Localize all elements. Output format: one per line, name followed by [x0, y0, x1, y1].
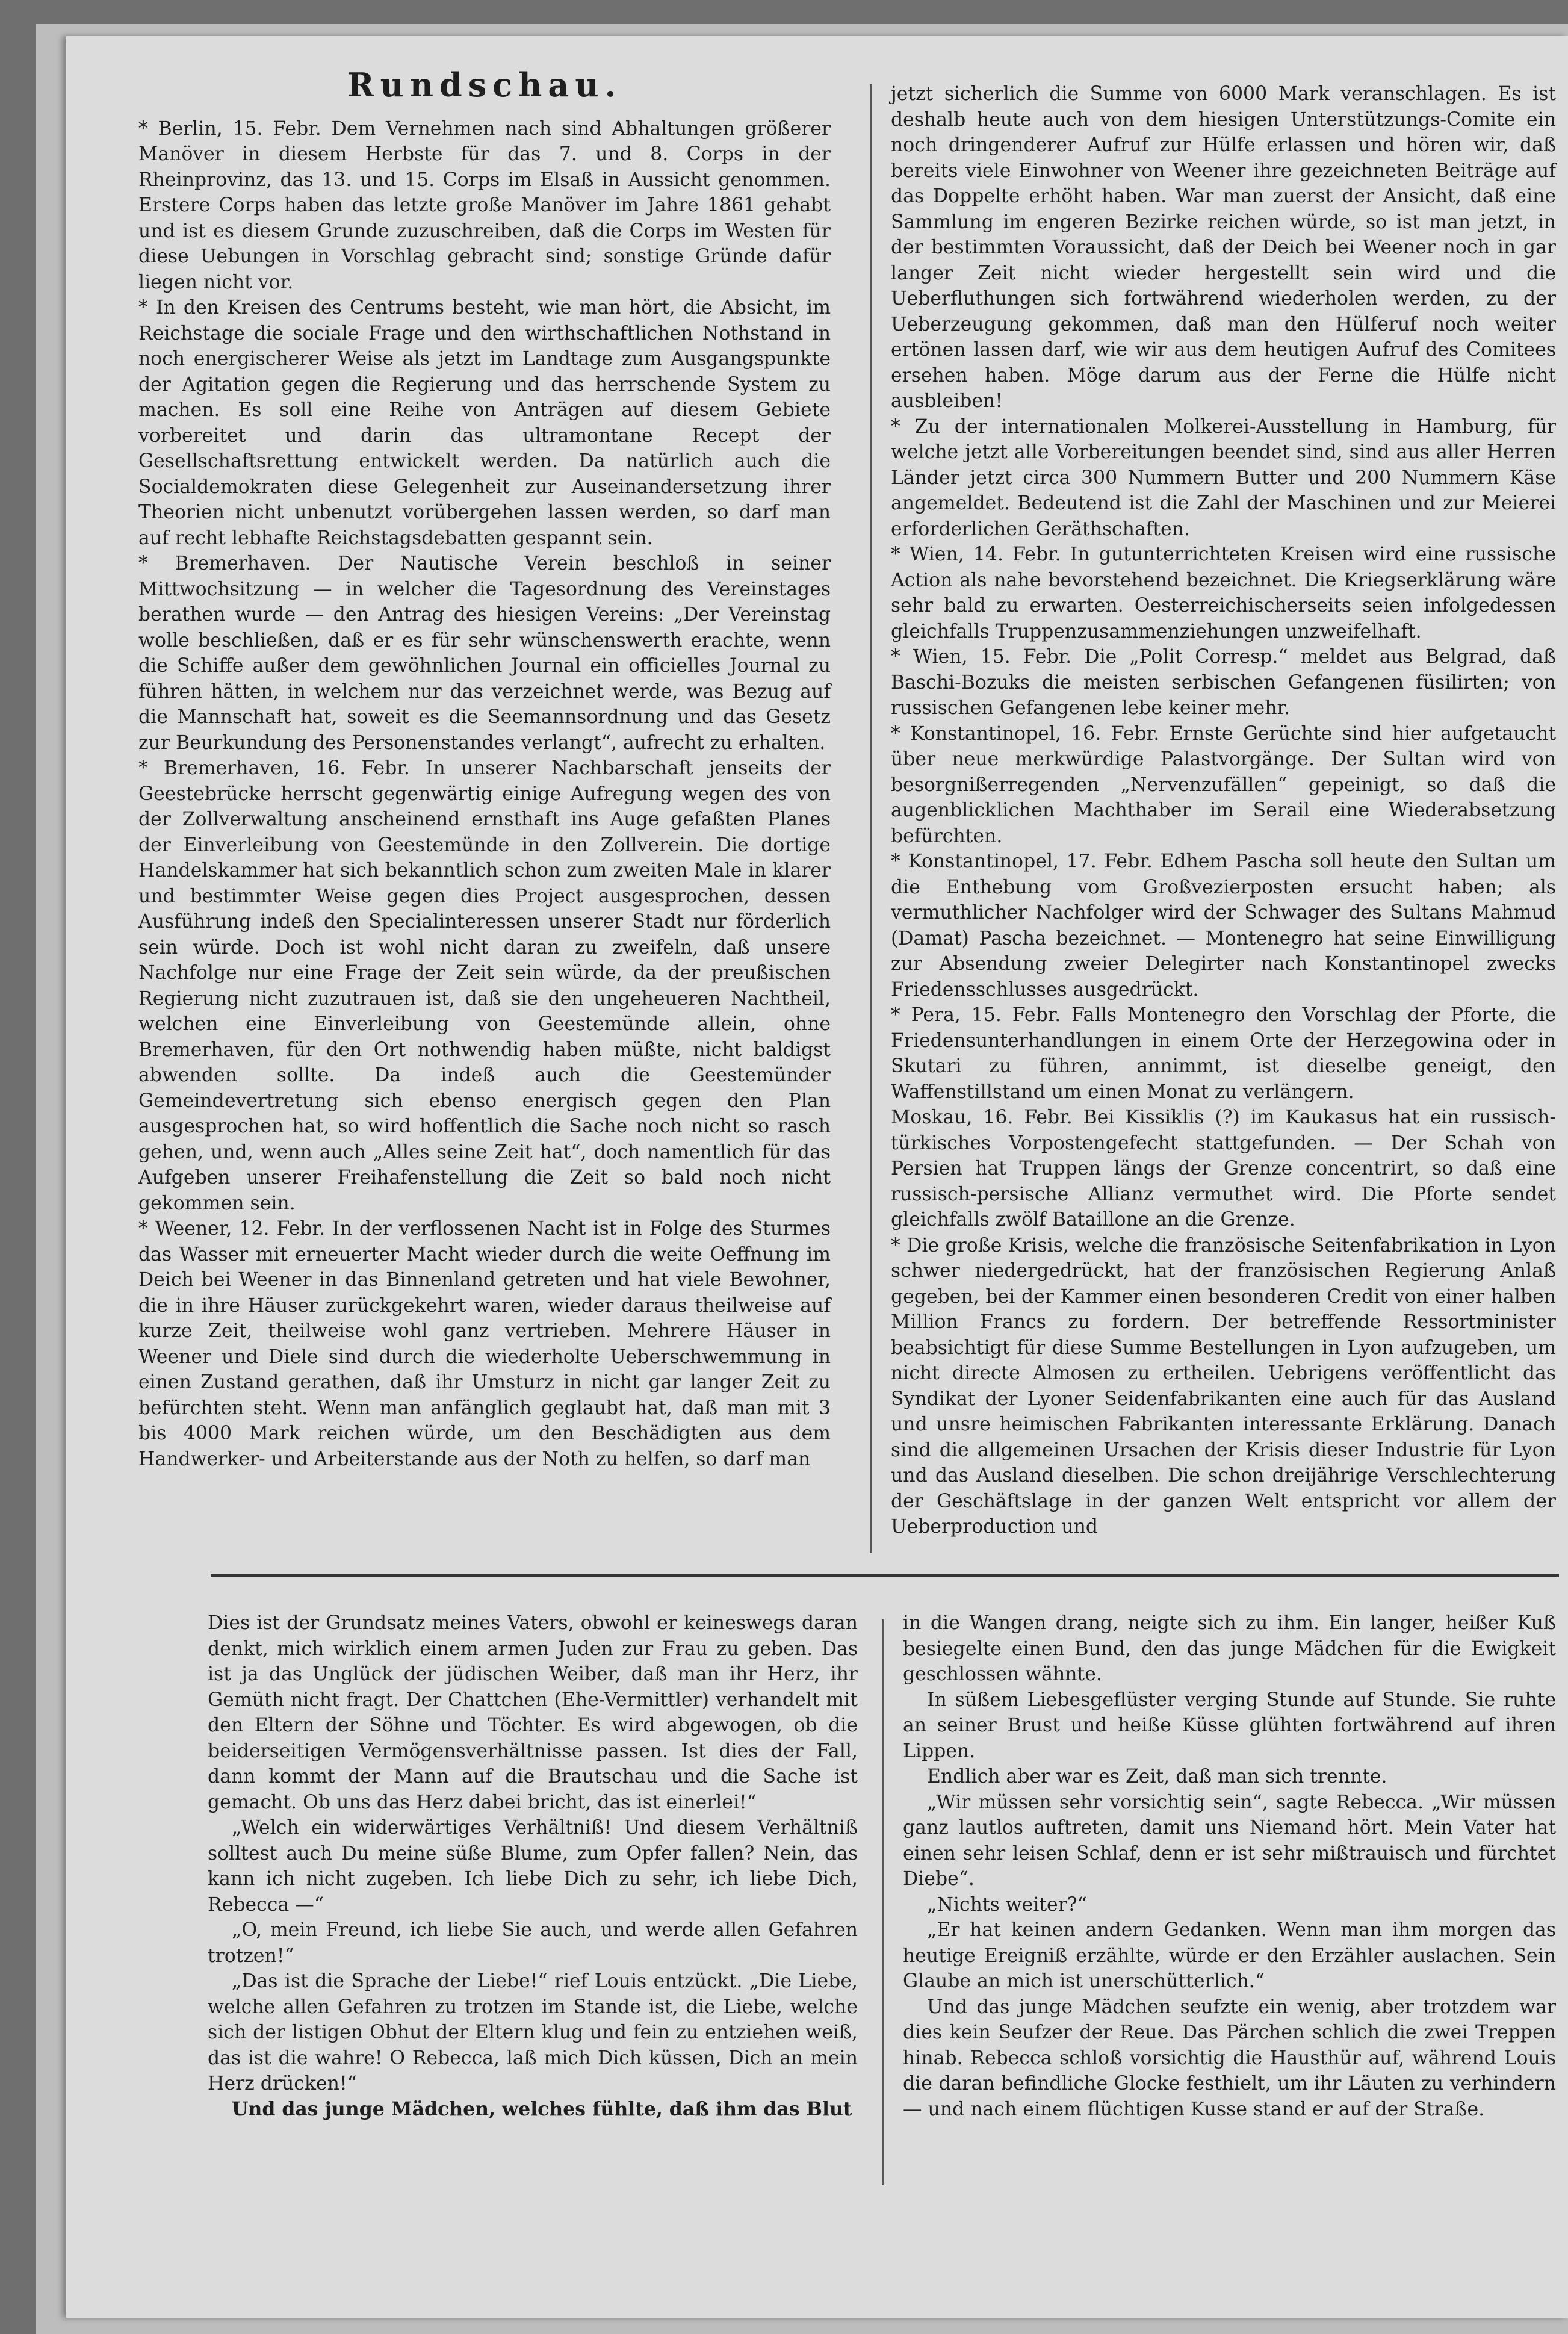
news-item-berlin: * Berlin, 15. Febr. Dem Vernehmen nach sind Abhaltungen größerer Manöver in diesem Herbste für das 7. und 8. Corps in der Rheinprovinz, das 13. und 15. Corps im Elsaß in Aussicht genommen. Erstere Corps haben das letzte große Manöver im Jahre 1861 gehabt und ist es diesem Grunde zuzuschreiben, daß die Corps im Westen für diese Uebungen in Vorschlag gebracht sind; sonstige Gründe dafür liegen nicht vor.	[138, 117, 831, 293]
story-paragraph: Und das junge Mädchen seufzte ein wenig, aber trotzdem war dies kein Seufzer der Reue. Das Pärchen schlich die zwei Treppen hinab. Rebecca schloß vorsichtig die Hausthür auf, während Louis die daran befindliche Glocke festhielt, um ihr Läuten zu verhindern — und nach einem flüchtigen Kusse stand er auf der Straße.	[903, 1996, 1556, 2120]
story-paragraph: in die Wangen drang, neigte sich zu ihm. Ein langer, heißer Kuß besiegelte einen Bund, den das junge Mädchen für die Ewigkeit geschlossen wähnte.	[903, 1612, 1556, 1685]
news-item-weener-cont: jetzt sicherlich die Summe von 6000 Mark veranschlagen. Es ist deshalb heute auch von dem hiesigen Unterstützungs-Comite ein noch dringenderer Aufruf zur Hülfe erlassen und hören wir, daß bereits viele Einwohner von Weener ihre gezeichneten Beiträge auf das Doppelte erhöht haben. War man zuerst der Ansicht, daß eine Sammlung im engeren Bezirke reichen würde, so ist man jetzt, in der bestimmten Voraussicht, daß der Deich bei Weener noch in gar langer Zeit nicht wieder hergestellt sein wird und die Ueberfluthungen sich fortwährend wiederholen werden, zu der Ueberzeugung gekommen, daß man den Hülferuf noch weiter ertönen lassen darf, wie wir aus dem heutigen Aufruf des Comitees ersehen haben. Möge darum aus der Ferne die Hülfe nicht ausbleiben!	[891, 83, 1556, 412]
story-paragraph: „O, mein Freund, ich liebe Sie auch, und werde allen Gefahren trotzen!“	[208, 1919, 858, 1967]
rundschau-right-column	[891, 81, 1556, 1540]
feuilleton-divider	[211, 1574, 1559, 1577]
story-paragraph: Dies ist der Grundsatz meines Vaters, obwohl er keineswegs daran denkt, mich wirklich einem armen Juden zur Frau zu geben. Das ist ja das Unglück der jüdischen Weiber, daß man ihr Herz, ihr Gemüth nicht fragt. Der Chattchen (Ehe-Vermittler) verhandelt mit den Eltern der Söhne und Töchter. Es wird abgewogen, ob die beiderseitigen Vermögensverhältnisse passen. Ist dies der Fall, dann kommt der Mann auf die Brautschau und die Sache ist gemacht. Ob uns das Herz dabei bricht, das ist einerlei!“	[208, 1612, 858, 1813]
news-item-wien-2: * Wien, 15. Febr. Die „Polit Corresp.“ meldet aus Belgrad, daß Baschi-Bozuks die meisten serbischen Gefangenen füsilirten; von russischen Gefangenen lebe keiner mehr.	[891, 646, 1556, 719]
news-item-wien-1: * Wien, 14. Febr. In gutunterrichteten Kreisen wird eine russische Action als nahe bevorstehend bezeichnet. Die Kriegserklärung wäre sehr bald zu erwarten. Oesterreichischerseits seien infolgedessen gleichfalls Truppenzusammenziehungen unzweifelhaft.	[891, 544, 1556, 642]
news-item-bremerhaven-2: * Bremerhaven, 16. Febr. In unserer Nachbarschaft jenseits der Geestebrücke herrscht gegenwärtig einige Aufregung wegen des von der Zollverwaltung anscheinend ernsthaft ins Auge gefaßten Planes der Einverleibung von Geestemünde in den Zollverein. Die dortige Handelskammer hat sich bekanntlich schon zum zweiten Male in klarer und bestimmter Weise gegen dies Project ausgesprochen, dessen Ausführung indeß den Specialinteressen unserer Stadt nur förderlich sein würde. Doch ist wohl nicht daran zu zweifeln, daß unsere Nachfolge nur eine Frage der Zeit sein würde, da der preußischen Regierung nicht zuzutrauen ist, daß sie den ungeheueren Nachtheil, welchen eine Einverleibung von Geestemünde allein, ohne Bremerhaven, für den Ort nothwendig haben müßte, nicht baldigst abwenden sollte. Da indeß auch die Geestemünder Gemeindevertretung sich ebenso energisch gegen den Plan ausgesprochen hat, so wird hoffentlich die Sache noch nicht so rasch gehen, und, wenn auch „Alles seine Zeit hat“, doch namentlich für das Aufgeben unserer Freihafenstellung die Zeit so bald noch nicht gekommen sein.	[138, 757, 831, 1214]
story-paragraph: „Er hat keinen andern Gedanken. Wenn man ihm morgen das heutige Ereigniß erzählte, würde er den Erzähler auslachen. Sein Glaube an mich ist unerschütterlich.“	[903, 1919, 1556, 1992]
story-paragraph: „Welch ein widerwärtiges Verhältniß! Und diesem Verhältniß solltest auch Du meine süße Blume, zum Opfer fallen? Nein, das kann ich nicht zugeben. Ich liebe Dich zu sehr, ich liebe Dich, Rebecca —“	[208, 1817, 858, 1916]
section-title: Rundschau.	[347, 66, 622, 104]
column-divider-bottom	[882, 1619, 884, 2185]
story-left-column	[208, 1610, 858, 2122]
story-paragraph: „Nichts weiter?“	[927, 1893, 1087, 1916]
story-paragraph: „Das ist die Sprache der Liebe!“ rief Louis entzückt. „Die Liebe, welche allen Gefahren zu trotzen im Stande ist, die Liebe, welche sich der listigen Obhut der Eltern klug und fein zu entziehen weiß, das ist die wahre! O Rebecca, laß mich Dich küssen, Dich an mein Herz drücken!“	[208, 1970, 858, 2094]
news-item-moskau: Moskau, 16. Febr. Bei Kissiklis (?) im Kaukasus hat ein russisch-türkisches Vorpostengefecht stattgefunden. — Der Schah von Persien hat Truppen längs der Grenze concentrirt, so daß eine russisch-persische Allianz vermuthet wird. Die Pforte sendet gleichfalls zwölf Bataillone an die Grenze.	[891, 1106, 1556, 1231]
news-item-hamburg: * Zu der internationalen Molkerei-Ausstellung in Hamburg, für welche jetzt alle Vorbereitungen beendet sind, sind aus aller Herren Länder jetzt circa 300 Nummern Butter und 200 Nummern Käse angemeldet. Bedeutend ist die Zahl der Maschinen und zur Meierei erforderlichen Geräthschaften.	[891, 415, 1556, 540]
story-paragraph: „Wir müssen sehr vorsichtig sein“, sagte Rebecca. „Wir müssen ganz lautlos auftreten, damit uns Niemand hört. Mein Vater hat einen sehr leisen Schlaf, denn er ist sehr mißtrauisch und fürchtet Diebe“.	[903, 1791, 1556, 1890]
news-item-lyon: * Die große Krisis, welche die französische Seitenfabrikation in Lyon schwer niedergedrückt, hat der französischen Regierung Anlaß gegeben, bei der Kammer einen besonderen Credit von einer halben Million Francs zu fordern. Der betreffende Ressortminister beabsichtigt für diese Summe Bestellungen in Lyon aufzugeben, um nicht directe Almosen zu ertheilen. Uebrigens veröffentlicht das Syndikat der Lyoner Seidenfabrikanten eine auch für das Ausland und unsre heimischen Fabrikanten interessante Erklärung. Danach sind die allgemeinen Ursachen der Krisis dieser Industrie für Lyon und das Ausland dieselben. Die schon dreijährige Verschlechterung der Geschäftslage in der ganzen Welt entspricht vor allem der Ueberproduction und	[891, 1234, 1556, 1538]
story-paragraph: Endlich aber war es Zeit, daß man sich trennte.	[927, 1766, 1387, 1787]
story-paragraph: Und das junge Mädchen, welches fühlte, daß ihm das Blut	[232, 2097, 852, 2120]
news-item-konstantinopel-1: * Konstantinopel, 16. Febr. Ernste Gerüchte sind hier aufgetaucht über neue merkwürdige Palastvorgänge. Der Sultan wird von besorgnißerregenden „Nervenzufällen“ gepeinigt, so daß die augenblicklichen Machthaber im Serail eine Wiederabsetzung befürchten.	[891, 722, 1556, 847]
rundschau-left-column	[138, 66, 831, 1472]
news-item-bremerhaven-1: * Bremerhaven. Der Nautische Verein beschloß in seiner Mittwochsitzung — in welcher die Tagesordnung des Vereinstages berathen wurde — den Antrag des hiesigen Vereins: „Der Vereinstag wolle beschließen, daß er es für sehr wünschenswerth erachte, wenn die Schiffe außer dem gewöhnlichen Journal ein officielles Journal zu führen hätten, in welchem nur das verzeichnet werde, was Bezug auf die Mannschaft hat, soweit es die Seemannsordnung und das Gesetz zur Beurkundung des Personenstandes verlangt“, aufrecht zu erhalten.	[138, 553, 831, 754]
news-item-konstantinopel-2: * Konstantinopel, 17. Febr. Edhem Pascha soll heute den Sultan um die Enthebung vom Großvezierposten ersucht haben; als vermuthlicher Nachfolger wird der Schwager des Sultans Mahmud (Damat) Pascha bezeichnet. — Montenegro hat seine Einwilligung zur Absendung zweier Delegirter nach Konstantinopel zwecks Friedensschlusses ausgedrückt.	[891, 851, 1556, 1001]
news-item-centrum: * In den Kreisen des Centrums besteht, wie man hört, die Absicht, im Reichstage die sociale Frage und den wirthschaftlichen Nothstand in noch energischerer Weise als jetzt im Landtage zum Ausgangspunkte der Agitation gegen die Regierung und das herrschende System zu machen. Es soll eine Reihe von Anträgen auf diesem Gebiete vorbereitet und darin das ultramontane Recept der Gesellschaftsrettung entwickelt werden. Da natürlich auch die Socialdemokraten diese Gelegenheit zur Auseinandersetzung ihrer Theorien nicht unbenutzt vorübergehen lassen werden, so darf man auf recht lebhafte Reichstagsdebatten gespannt sein.	[138, 297, 831, 549]
news-item-pera: * Pera, 15. Febr. Falls Montenegro den Vorschlag der Pforte, die Friedensunterhandlungen in einem Orte der Herzegowina oder in Skutari zu führen, annimmt, ist dieselbe geneigt, den Waffenstillstand um einen Monat zu verlängern.	[891, 1004, 1556, 1103]
news-item-weener: * Weener, 12. Febr. In der verflossenen Nacht ist in Folge des Sturmes das Wasser mit erneuerter Macht wieder durch die weite Oeffnung im Deich bei Weener in das Binnenland getreten und hat viele Bewohner, die in ihre Häuser zurückgekehrt waren, wieder daraus theilweise auf kurze Zeit, theilweise wohl ganz vertrieben. Mehrere Häuser in Weener und Diele sind durch die wiederholte Ueberschwemmung in einen Zustand gerathen, daß ihr Umsturz in nicht gar langer Zeit zu befürchten steht. Wenn man anfänglich geglaubt hat, daß man mit 3 bis 4000 Mark reichen würde, um den Beschädigten aus dem Handwerker- und Arbeiterstande aus der Noth zu helfen, so darf man	[138, 1218, 831, 1470]
column-divider-top	[870, 84, 872, 1553]
story-right-column	[903, 1610, 1556, 2122]
story-paragraph: In süßem Liebesgeflüster verging Stunde auf Stunde. Sie ruhte an seiner Brust und heiße Küsse glühten fortwährend auf ihren Lippen.	[903, 1689, 1556, 1762]
